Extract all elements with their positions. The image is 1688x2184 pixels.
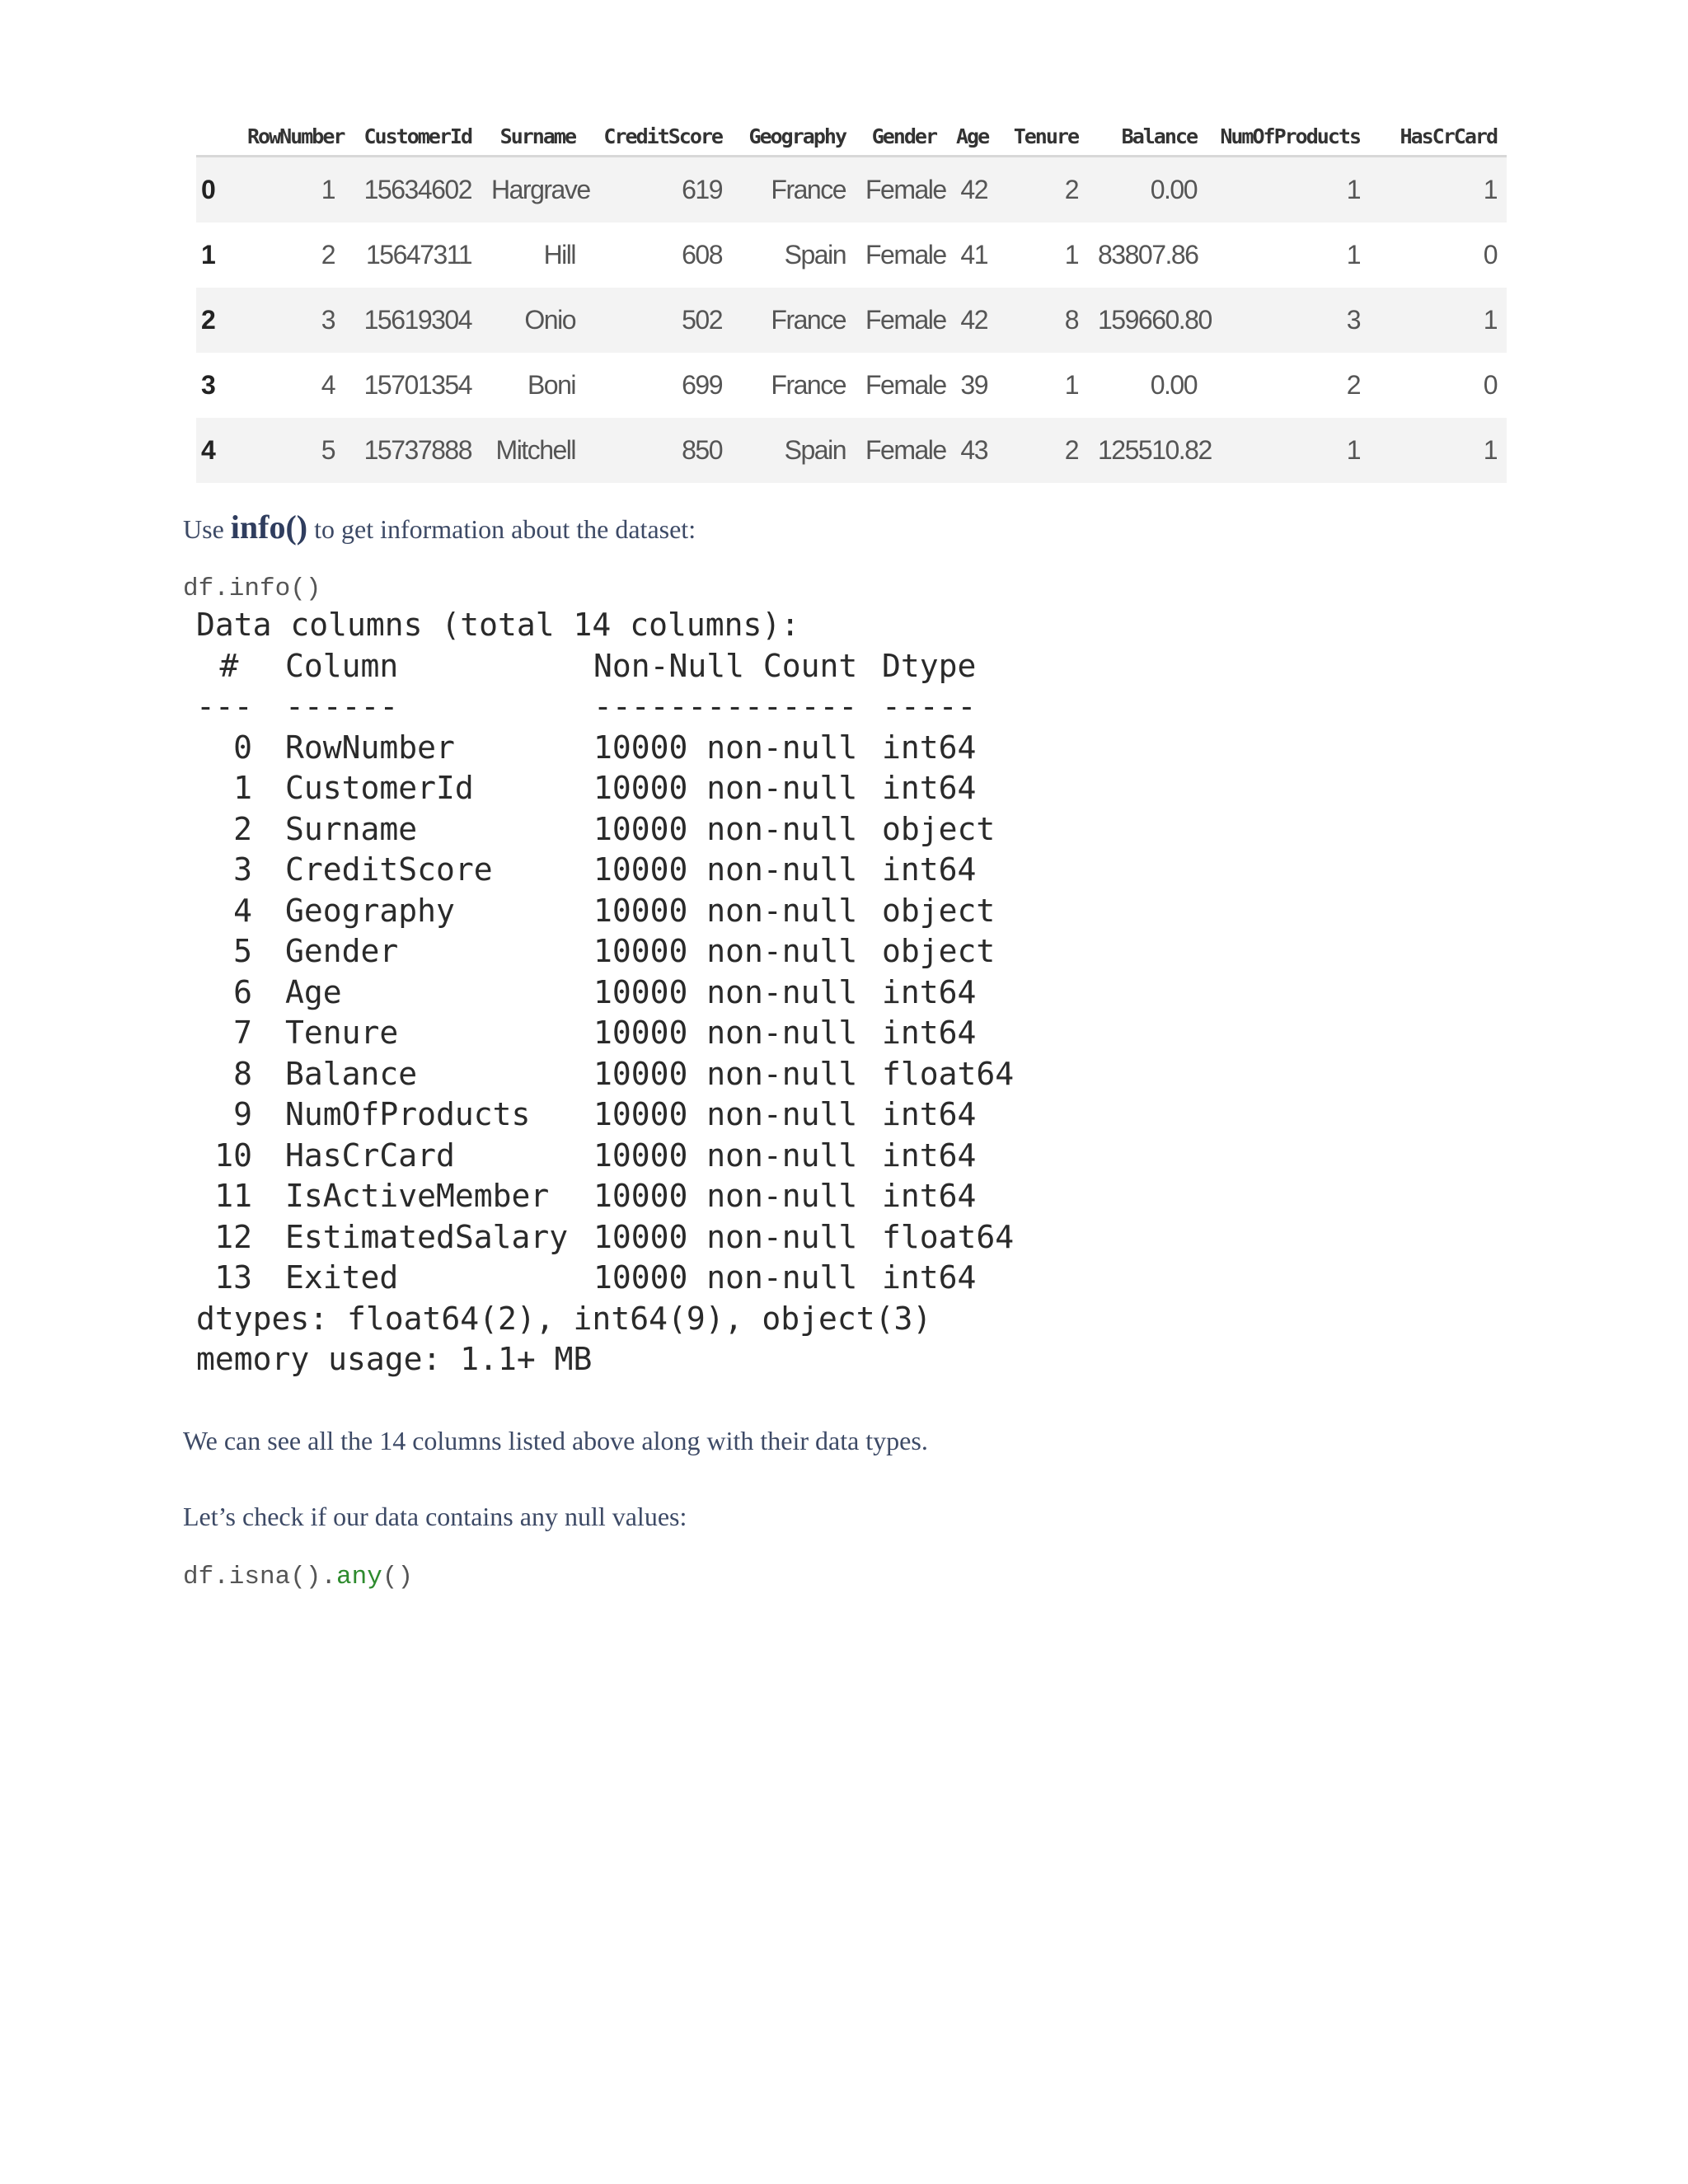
info-row-count: 10000 non-null <box>593 1096 858 1132</box>
info-intro-pre: Use <box>183 514 231 544</box>
table-cell: 608 <box>682 240 722 269</box>
column-header: RowNumber <box>237 92 345 157</box>
table-cell: 2 <box>1064 435 1078 465</box>
info-row-column: Geography <box>285 892 455 929</box>
info-row-index: 5 <box>233 933 252 969</box>
info-row-count: 10000 non-null <box>593 933 858 969</box>
row-index: 2 <box>201 305 215 335</box>
info-intro-paragraph <box>183 508 696 546</box>
info-row-dtype: float64 <box>882 1218 1015 1255</box>
column-header: Balance <box>1088 92 1207 157</box>
table-cell: 41 <box>960 240 987 269</box>
table-cell: 699 <box>682 370 722 400</box>
null-check-paragraph: Let’s check if our data contains any null values: <box>183 1502 687 1531</box>
table-row <box>196 157 1507 223</box>
table-cell: 15634602 <box>363 175 471 204</box>
table-cell: 619 <box>682 175 722 204</box>
info-row <box>196 1094 977 1136</box>
info-row-dtype: int64 <box>882 1015 977 1051</box>
table-cell: 3 <box>321 305 335 335</box>
info-row <box>196 1054 1015 1095</box>
info-row-column: IsActiveMember <box>285 1178 550 1214</box>
info-row <box>196 1136 977 1177</box>
info-row-index: 3 <box>233 851 252 888</box>
info-function-name: info() <box>230 509 308 546</box>
row-index: 0 <box>201 175 215 204</box>
table-cell: 42 <box>960 305 987 335</box>
info-intro-post: to get information about the dataset: <box>307 514 696 544</box>
row-index: 1 <box>201 240 215 269</box>
info-sep-dtype: ----- <box>882 688 977 724</box>
info-row-column: Tenure <box>285 1015 399 1051</box>
info-row-count: 10000 non-null <box>593 1055 858 1092</box>
table-cell: 43 <box>960 435 987 465</box>
table-cell: 15737888 <box>363 435 471 465</box>
info-header-index: # <box>219 647 239 684</box>
code-df-isna-any <box>183 1563 413 1591</box>
code-call-parens: () <box>382 1563 414 1591</box>
table-cell: Female <box>865 435 946 465</box>
column-header: CreditScore <box>585 92 732 157</box>
info-row-dtype: int64 <box>882 851 977 888</box>
table-body <box>196 157 1507 484</box>
info-row-index: 9 <box>233 1096 252 1132</box>
info-row-column: Age <box>285 973 342 1010</box>
table-cell: Female <box>865 370 946 400</box>
info-row-dtype: int64 <box>882 1137 977 1174</box>
info-row-dtype: int64 <box>882 1259 977 1296</box>
info-header-column: Column <box>285 647 399 684</box>
column-header: NumOfProducts <box>1207 92 1370 157</box>
row-index: 4 <box>201 435 215 465</box>
table-cell: 0.00 <box>1150 370 1197 400</box>
info-row <box>196 1013 977 1054</box>
info-row-dtype: float64 <box>882 1055 1015 1092</box>
table-cell: Female <box>865 240 946 269</box>
info-row-count: 10000 non-null <box>593 1015 858 1051</box>
info-row-index: 8 <box>233 1055 252 1092</box>
table-cell: 850 <box>682 435 722 465</box>
info-row-index: 6 <box>233 973 252 1010</box>
info-header-dtype: Dtype <box>882 647 977 684</box>
info-row-count: 10000 non-null <box>593 892 858 929</box>
table-cell: 1 <box>1483 305 1497 335</box>
info-row-column: Surname <box>285 810 418 847</box>
info-row <box>196 931 996 972</box>
info-row-dtype: int64 <box>882 1178 977 1214</box>
table-row <box>196 353 1507 418</box>
info-row-column: CreditScore <box>285 851 493 888</box>
table-cell: Mitchell <box>495 435 575 465</box>
info-row-index: 1 <box>233 770 252 806</box>
info-row-column: HasCrCard <box>285 1137 455 1174</box>
info-sep-column: ------ <box>285 688 399 724</box>
table-cell: 0 <box>1483 370 1497 400</box>
table-cell: 4 <box>321 370 335 400</box>
table-cell: Female <box>865 305 946 335</box>
table-cell: 83807.86 <box>1098 240 1198 269</box>
info-separator-row <box>196 687 977 728</box>
column-header: Age <box>946 92 997 157</box>
info-row-index: 7 <box>233 1015 252 1051</box>
info-row-index: 11 <box>214 1178 252 1214</box>
info-row <box>196 1176 977 1217</box>
table-cell: Boni <box>527 370 575 400</box>
info-row-count: 10000 non-null <box>593 1137 858 1174</box>
info-row-count: 10000 non-null <box>593 1259 858 1296</box>
info-row-dtype: object <box>882 933 996 969</box>
table-cell: 1 <box>1483 175 1497 204</box>
info-memory-line: memory usage: 1.1+ MB <box>196 1341 593 1377</box>
info-row-column: NumOfProducts <box>285 1096 531 1132</box>
info-row-count: 10000 non-null <box>593 851 858 888</box>
table-cell: Female <box>865 175 946 204</box>
info-row-dtype: object <box>882 892 996 929</box>
table-row <box>196 418 1507 483</box>
info-row <box>196 809 996 851</box>
table-cell: 2 <box>1346 370 1360 400</box>
table-cell: 5 <box>321 435 335 465</box>
info-header-count: Non-Null Count <box>593 647 858 684</box>
columns-summary-paragraph: We can see all the 14 columns listed above along with their data types. <box>183 1426 928 1455</box>
info-title: Data columns (total 14 columns): <box>196 607 800 643</box>
info-row-dtype: object <box>882 810 996 847</box>
table-cell: 1 <box>1346 435 1360 465</box>
info-row-column: RowNumber <box>285 729 455 766</box>
column-header: Gender <box>856 92 946 157</box>
table-cell: 15701354 <box>363 370 471 400</box>
code-any-keyword: any <box>336 1563 382 1591</box>
table-cell: 2 <box>1064 175 1078 204</box>
row-index: 3 <box>201 370 215 400</box>
code-df-info: df.info() <box>183 574 321 603</box>
table-cell: 0 <box>1483 240 1497 269</box>
table-cell: Spain <box>784 240 846 269</box>
info-header-row <box>196 646 977 687</box>
table-cell: 3 <box>1346 305 1360 335</box>
info-row-column: EstimatedSalary <box>285 1218 569 1255</box>
table-cell: 502 <box>682 305 722 335</box>
info-row-index: 12 <box>214 1218 252 1255</box>
info-row-count: 10000 non-null <box>593 770 858 806</box>
column-header: Surname <box>481 92 585 157</box>
info-row-dtype: int64 <box>882 973 977 1010</box>
table-cell: Spain <box>784 435 846 465</box>
table-cell: 0.00 <box>1150 175 1197 204</box>
table-cell: 1 <box>1346 240 1360 269</box>
info-row-index: 0 <box>233 729 252 766</box>
info-output <box>196 605 1015 1380</box>
info-row-column: Exited <box>285 1259 399 1296</box>
table-cell: 1 <box>1483 435 1497 465</box>
table-cell: 159660.80 <box>1098 305 1212 335</box>
info-row-count: 10000 non-null <box>593 1218 858 1255</box>
table-cell: France <box>771 370 846 400</box>
table-cell: 1 <box>1064 240 1078 269</box>
table-cell: 2 <box>321 240 335 269</box>
table-cell: 1 <box>1064 370 1078 400</box>
info-row <box>196 728 977 769</box>
info-row-index: 4 <box>233 892 252 929</box>
info-row-column: Gender <box>285 933 399 969</box>
info-row <box>196 1258 977 1299</box>
info-row-index: 13 <box>214 1259 252 1296</box>
info-row <box>196 891 996 932</box>
table-cell: France <box>771 305 846 335</box>
info-dtypes-line: dtypes: float64(2), int64(9), object(3) <box>196 1300 932 1337</box>
info-row-count: 10000 non-null <box>593 1178 858 1214</box>
info-row-index: 2 <box>233 810 252 847</box>
table-cell: 39 <box>960 370 987 400</box>
info-row <box>196 1217 1015 1258</box>
table-cell: France <box>771 175 846 204</box>
info-row-count: 10000 non-null <box>593 729 858 766</box>
column-header: HasCrCard <box>1370 92 1507 157</box>
info-row <box>196 768 977 809</box>
info-row-index: 10 <box>214 1137 252 1174</box>
info-row-column: CustomerId <box>285 770 474 806</box>
table-row <box>196 288 1507 353</box>
code-isna-part: df.isna(). <box>183 1563 337 1591</box>
table-header <box>196 92 1507 157</box>
info-row-column: Balance <box>285 1055 418 1092</box>
info-sep-index: --- <box>196 688 253 724</box>
table-cell: 15619304 <box>363 305 471 335</box>
info-sep-count: -------------- <box>593 688 858 724</box>
info-row-dtype: int64 <box>882 770 977 806</box>
table-cell: 1 <box>1346 175 1360 204</box>
table-cell: 15647311 <box>366 240 471 269</box>
info-row <box>196 850 977 891</box>
column-header: CustomerId <box>345 92 481 157</box>
table-cell: 8 <box>1064 305 1078 335</box>
column-header <box>196 92 237 157</box>
info-row-count: 10000 non-null <box>593 973 858 1010</box>
info-row-dtype: int64 <box>882 1096 977 1132</box>
table-cell: Hargrave <box>491 175 590 204</box>
table-cell: 125510.82 <box>1098 435 1212 465</box>
column-header: Geography <box>732 92 856 157</box>
info-row-dtype: int64 <box>882 729 977 766</box>
info-row <box>196 972 977 1014</box>
column-header: Tenure <box>997 92 1088 157</box>
table-cell: 42 <box>960 175 987 204</box>
table-cell: Hill <box>543 240 575 269</box>
table-cell: Onio <box>524 305 575 335</box>
info-row-count: 10000 non-null <box>593 810 858 847</box>
table-cell: 1 <box>321 175 335 204</box>
dataframe-head-table <box>196 92 1507 483</box>
table-row <box>196 223 1507 288</box>
